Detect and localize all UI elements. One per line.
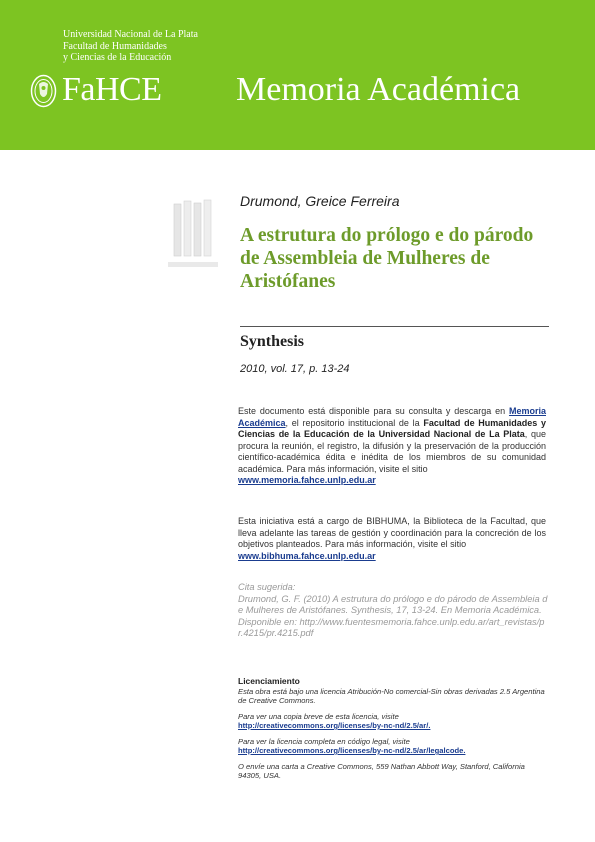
suggested-citation-label: Cita sugerida: xyxy=(238,582,296,592)
university-name: Universidad Nacional de La Plata xyxy=(63,29,198,40)
description-text-c: , que procura la reunión, el registro, la difusión y la preservación de la producción científico-académica édita e inédita de los miembros de su comunidad académica. Para más información, visite el sitio xyxy=(238,429,546,474)
memoria-site-link[interactable]: www.memoria.fahce.unlp.edu.ar xyxy=(238,475,376,485)
bibhuma-site-link[interactable]: www.bibhuma.fahce.unlp.edu.ar xyxy=(238,550,376,561)
fahce-logo-text: FaHCE xyxy=(62,71,162,108)
license-full-label: Para ver la licencia completa en código legal, visite xyxy=(238,736,410,746)
faculty-name-bold: Facultad de Humanidades y Ciencias de la Educación de la Universidad Nacional de La Plata xyxy=(238,417,547,439)
license-short-link[interactable]: http://creativecommons.org/licenses/by-nc-nd/2.5/ar/. xyxy=(238,721,431,730)
header-banner xyxy=(0,0,595,150)
license-text: Esta obra está bajo una licencia Atribución-No comercial-Sin obras derivadas 2.5 Argentina de Creative Commons. xyxy=(238,686,545,705)
license-heading: Licenciamiento xyxy=(238,676,300,686)
repository-description xyxy=(238,406,546,487)
faculty-name-line1: Facultad de Humanidades xyxy=(63,40,167,52)
repository-name[interactable]: Memoria Académica xyxy=(236,71,521,108)
license-section xyxy=(238,677,548,781)
description-text-a: Este documento está disponible para su consulta y descarga en xyxy=(238,406,506,416)
suggested-citation-text: Drumond, G. F. (2010) A estrutura do prólogo e do párodo de Assembleia de Mulheres de Aristófanes. Synthesis, 17, 13-24. En Memoria Académica. Disponible en: http://www.fuentesmemoria.fahce.unlp.edu.ar/art_revistas/pr.4215/pr.4215.pdf xyxy=(238,593,548,638)
journal-name: Synthesis xyxy=(240,333,305,350)
license-mail-text: O envíe una carta a Creative Commons, 559 Nathan Abbott Way, Stanford, California 94305, USA. xyxy=(238,761,525,780)
institution-lines xyxy=(63,29,198,64)
faculty-name-line2: y Ciencias de la Educación xyxy=(63,52,172,63)
bibhuma-text: Esta iniciativa está a cargo de BIBHUMA, la Biblioteca de la Facultad, que lleva adelante las tareas de gestión y coordinación para la concreción de los objetivos planteados. Para más información, visite el sitio xyxy=(238,516,546,549)
document-author: Drumond, Greice Ferreira xyxy=(240,193,400,209)
bibhuma-description xyxy=(238,516,546,562)
memoria-academica-link[interactable]: Memoria Académica xyxy=(238,406,546,428)
license-short-label: Para ver una copia breve de esta licencia, visite xyxy=(238,711,399,721)
suggested-citation xyxy=(238,582,548,640)
bibhuma-books-icon xyxy=(166,198,220,272)
university-seal-icon xyxy=(30,74,57,108)
license-full-link[interactable]: http://creativecommons.org/licenses/by-nc-nd/2.5/ar/legalcode. xyxy=(238,746,466,755)
document-title: A estrutura do prólogo e do párodo de Assembleia de Mulheres de Aristófanes xyxy=(240,225,534,292)
title-divider xyxy=(240,326,549,327)
journal-citation: 2010, vol. 17, p. 13-24 xyxy=(240,363,350,375)
description-text-b: , el repositorio institucional de la xyxy=(285,417,420,428)
